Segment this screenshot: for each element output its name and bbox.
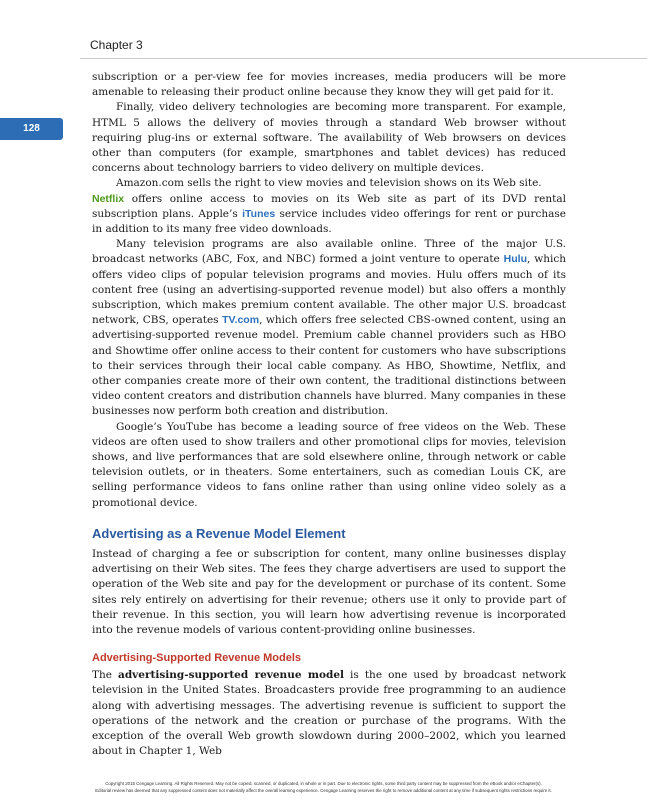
copyright-line-1: Copyright 2015 Cengage Learning. All Rights Reserved. May not be copied, scanned, or duplicated, in whole or in part. Due to electronic rights, some third party content may be suppressed from the eBook and/or eChapter(s). [105,781,542,786]
section-heading: Advertising as a Revenue Model Element [92,525,346,541]
key-term: advertising-supported revenue model [118,669,344,682]
paragraph-2: Finally, video delivery technologies are becoming more transparent. For example, HTML 5 allows the delivery of movies through a standard Web browser without requiring plug-ins or external software. The availability of Web browsers on devices other than computers (for example, smartphones and tablet devices) has reduced concerns about technology barriers to video delivery on multiple devices. [92,101,566,175]
body-text [92,70,566,759]
p3-text-b: offers online access to movies on its Web site as part of its DVD rental subscription plans. Apple’s [92,192,566,220]
paragraph-1: subscription or a per-view fee for movies increases, media producers will be more amenable to releasing their product online because they know they will get paid for it. [92,71,566,99]
paragraph-5: Google’s YouTube has become a leading source of free videos on the Web. These videos are often used to show trailers and other promotional clips for movies, television shows, and live performances that are sold elsewhere online, through network or cable television outlets, or in theaters. Some entertainers, such as comedian Louis CK, are selling performance videos to fans online rather than using online video solely as a promotional device. [92,420,566,509]
p3-text-a: Amazon.com sells the right to view movies and television shows on its Web site. [116,177,542,190]
copyright-footer [0,780,647,794]
p3-text-c: service includes video offerings for rent or purchase in addition to its many free video downloads. [92,207,566,236]
p4-text-c: , which offers free selected CBS-owned content, using an advertising-supported revenue model. Premium cable channel providers such as HBO and Showtime offer online access to their content for customers who have subscriptions to their services through their local cable company. As HBO, Showtime, Netflix, and other companies create more of their own content, the traditional distinctions between video content creators and distribution channels have blurred. Many companies in these businesses now perform both creation and distribution. [92,314,566,418]
p4-text-b: , which offers video clips of popular television programs and movies. Hulu offers much of its content free (using an advertising-supported revenue model) but also offers a monthly subscription, which makes premium content available. The other major U.S. broadcast network, CBS, operates [92,253,566,327]
paragraph-3 [92,176,566,237]
sub-text-a: The [92,669,119,682]
subsection-paragraph [92,668,566,759]
netflix-link[interactable]: Netflix [92,192,125,205]
tvcom-link[interactable]: TV.com [222,314,260,327]
paragraph-4 [92,237,566,419]
hulu-link[interactable]: Hulu [503,253,527,266]
page-number-tab: 128 [0,118,63,140]
copyright-line-2: Editorial review has deemed that any suppressed content does not materially affect the overall learning experience. Cengage Learning reserves the right to remove additional content at any time if subsequent rights restrictions require it. [95,788,552,793]
header-rule [80,58,647,59]
section-paragraph: Instead of charging a fee or subscription for content, many online businesses display advertising on their Web sites. The fees they charge advertisers are used to support the operation of the Web site and pay for the development or purchase of its content. Some sites rely entirely on advertising for their revenue; others use it only to provide part of their revenue. In this section, you will learn how advertising revenue is incorporated into the revenue models of various content-providing online businesses. [92,547,566,636]
itunes-link[interactable]: iTunes [242,207,276,220]
subsection-heading: Advertising-Supported Revenue Models [92,652,302,665]
chapter-header: Chapter 3 [90,38,143,52]
sub-text-b: is the one used by broadcast network television in the United States. Broadcasters provide free programming to an audience along with advertising messages. The advertising revenue is sufficient to support the operations of the network and the creation or purchase of the programs. With the exception of the overall Web growth slowdown during 2000–2002, which you learned about in Chapter 1, Web [92,669,566,758]
p4-text-a: Many television programs are also available online. Three of the major U.S. broadcast networks (ABC, Fox, and NBC) formed a joint venture to operate [92,238,566,266]
